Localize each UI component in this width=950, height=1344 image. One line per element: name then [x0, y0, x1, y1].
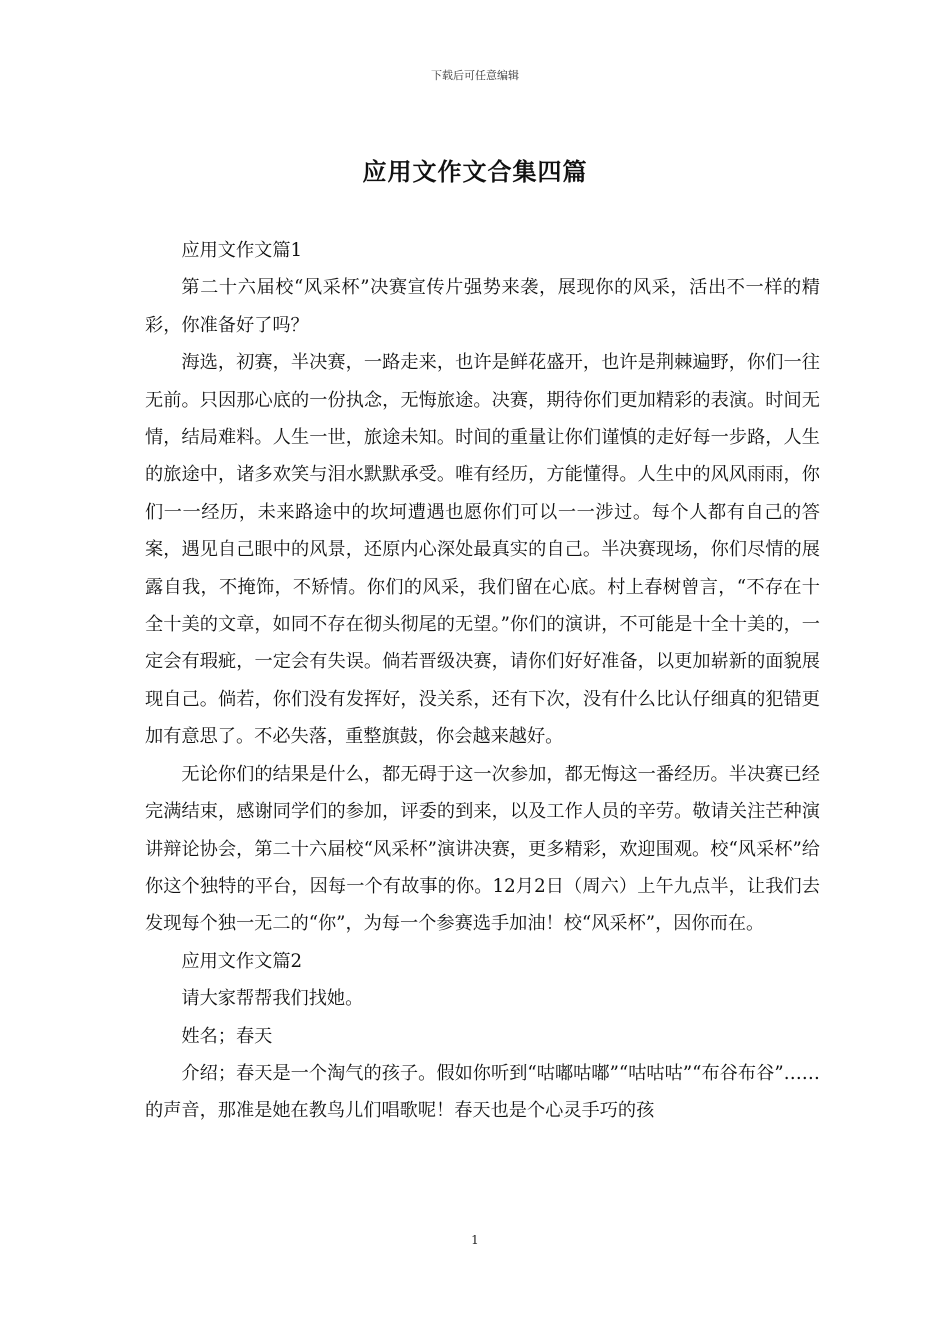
body-paragraph: 介绍；春天是一个淘气的孩子。假如你听到“咕嘟咕嘟”“咕咕咕”“布谷布谷”……的声音，那准是她在教鸟儿们唱歌呢！春天也是个心灵手巧的孩	[145, 1062, 820, 1122]
body-paragraph: 无论你们的结果是什么，都无碍于这一次参加，都无悔这一番经历。半决赛已经完满结束，感谢同学们的参加，评委的到来，以及工作人员的辛劳。敬请关注芒种演讲辩论协会，第二十六届校“风采杯”演讲决赛，更多精彩，欢迎围观。校“风采杯”给你这个独特的平台，因每一个有故事的你。12月2日（周六）上午九点半，让我们去发现每个独一无二的“你”，为每一个参赛选手加油！校“风采杯”，因你而在。	[145, 763, 820, 935]
body-paragraph: 姓名；春天	[181, 1025, 273, 1047]
document-title: 应用文作文合集四篇	[362, 157, 588, 186]
header-note: 下载后可任意编辑	[431, 69, 519, 82]
document-body	[145, 232, 820, 1130]
body-paragraph: 第二十六届校“风采杯”决赛宣传片强势来袭，展现你的风采，活出不一样的精彩，你准备好了吗？	[145, 277, 820, 336]
section-heading-2: 应用文作文篇2	[181, 950, 303, 972]
body-paragraph: 请大家帮帮我们找她。	[181, 988, 364, 1010]
section-heading-1: 应用文作文篇1	[181, 240, 303, 261]
page-number: 1	[471, 1233, 479, 1247]
body-paragraph: 海选，初赛，半决赛，一路走来，也许是鲜花盛开，也许是荆棘遍野，你们一往无前。只因那心底的一份执念，无悔旅途。决赛，期待你们更加精彩的表演。时间无情，结局难料。人生一世，旅途未知。时间的重量让你们谨慎的走好每一步路，人生的旅途中，诸多欢笑与泪水默默承受。唯有经历，方能懂得。人生中的风风雨雨，你们一一经历，未来路途中的坎坷遭遇也愿你们可以一一涉过。每个人都有自己的答案，遇见自己眼中的风景，还原内心深处最真实的自己。半决赛现场，你们尽情的展露自我，不掩饰，不矫情。你们的风采，我们留在心底。村上春树曾言，“不存在十全十美的文章，如同不存在彻头彻尾的无望。”你们的演讲，不可能是十全十美的，一定会有瑕疵，一定会有失误。倘若晋级决赛，请你们好好准备，以更加崭新的面貌展现自己。倘若，你们没有发挥好，没关系，还有下次，没有什么比认仔细真的犯错更加有意思了。不必失落，重整旗鼓，你会越来越好。	[145, 352, 820, 748]
